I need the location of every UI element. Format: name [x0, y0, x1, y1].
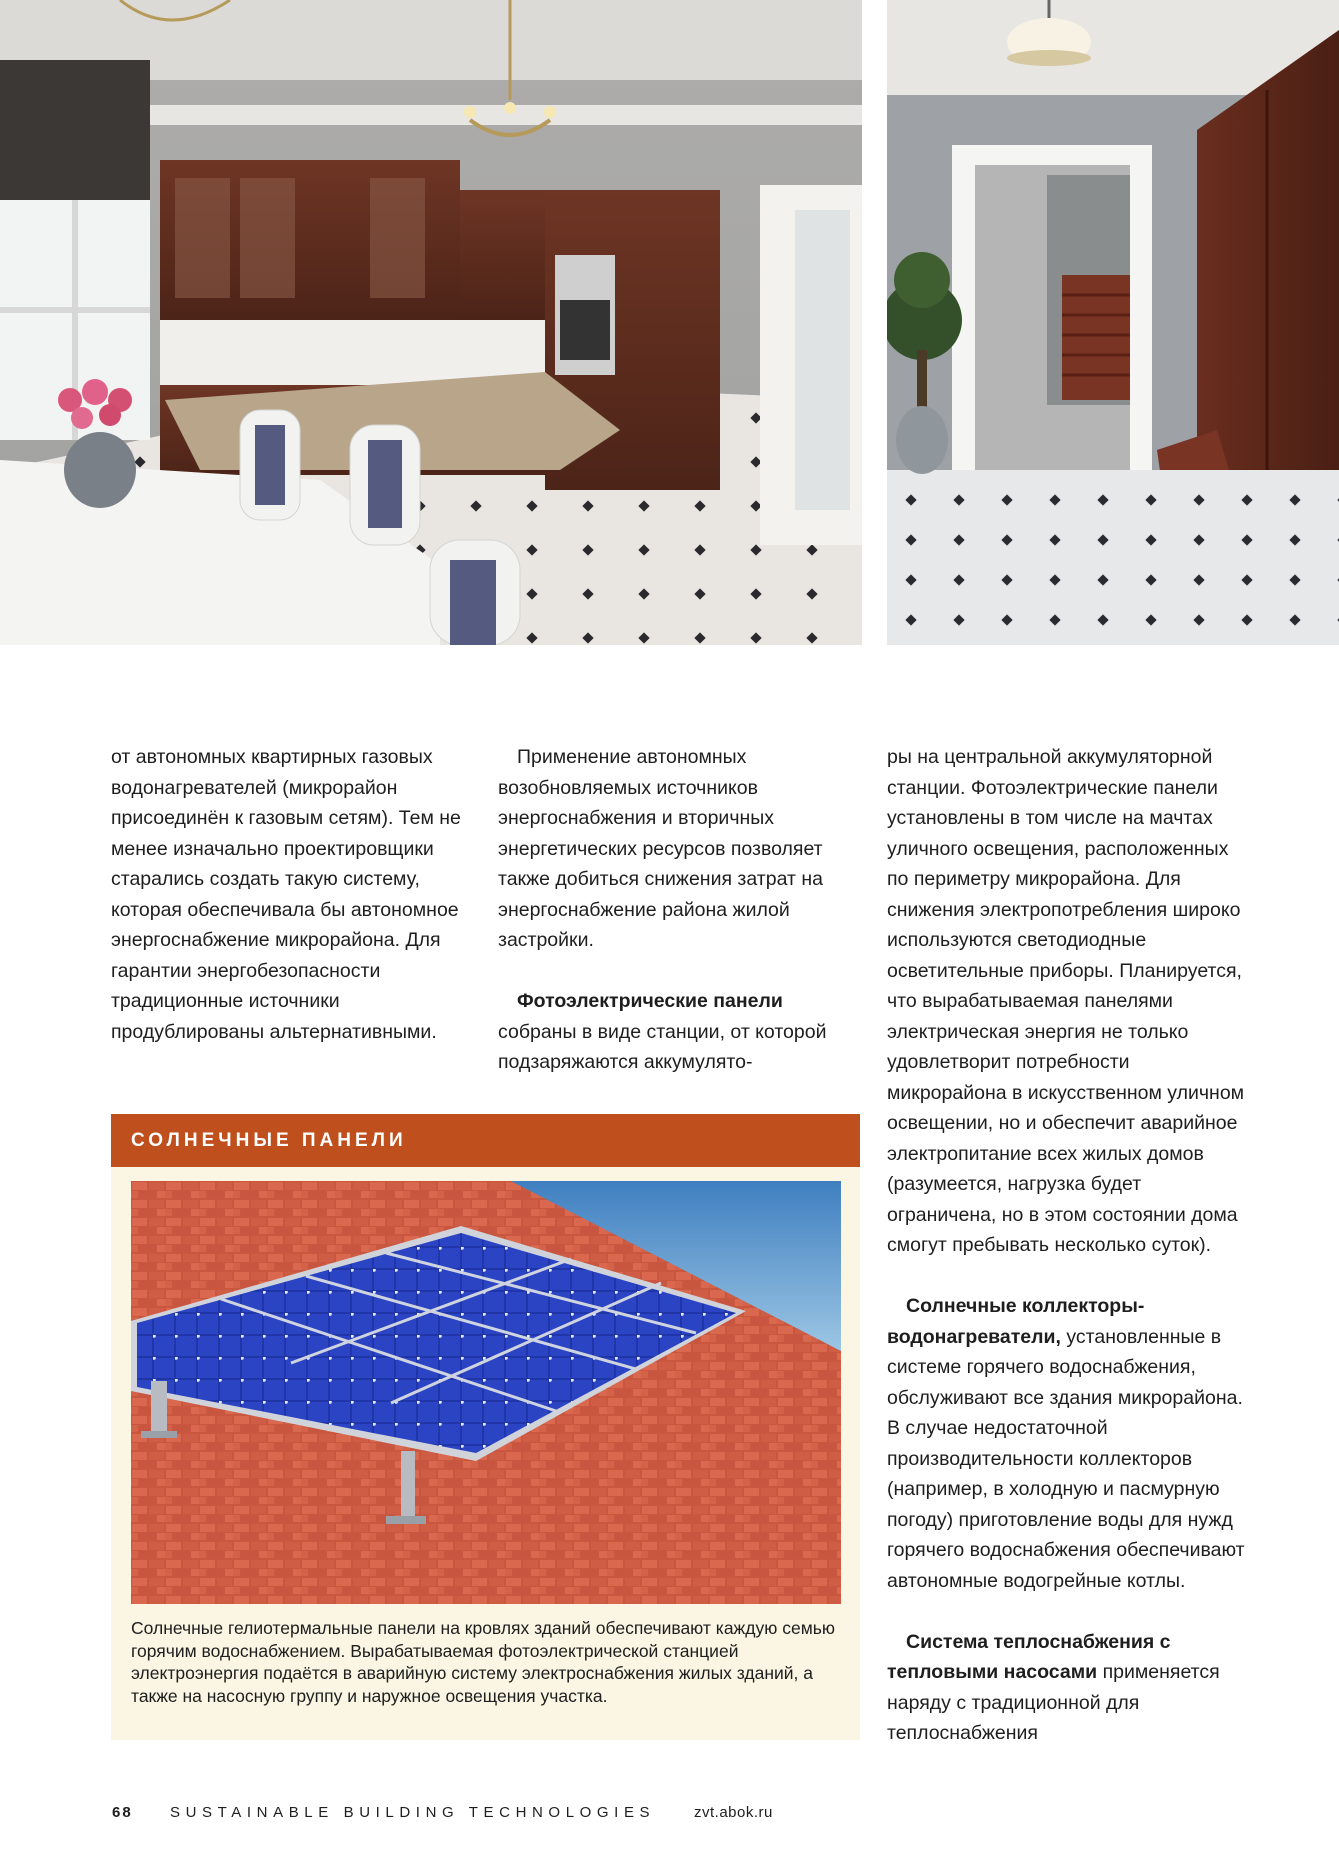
- text-column-3: [887, 742, 1252, 1749]
- text-column-2: [498, 742, 860, 1078]
- column-2-paragraph-2: [498, 986, 860, 1078]
- sidebar-caption: Солнечные гелиотермальные панели на кровлях зданий обеспечивают каждую семью горячим водоснабжением. Вырабатываемая фотоэлектрической станцией электроэнергия подаётся в аварийную систему электроснабжения жилых зданий, а также на насосную группу и наружное освещения участка.: [131, 1618, 835, 1706]
- solar-panels-sidebar: [111, 1114, 860, 1740]
- text-column-1: [111, 742, 483, 1047]
- photovoltaic-panels-heading: Фотоэлектрические панели: [517, 990, 783, 1012]
- column-3-paragraph-2: [887, 1291, 1252, 1596]
- column-3-paragraph-3-text: применяется наряду с традиционной для теплоснабжения: [887, 1661, 1220, 1744]
- solar-panels-roof-photo: [131, 1181, 841, 1604]
- journal-name: SUSTAINABLE BUILDING TECHNOLOGIES: [170, 1804, 656, 1821]
- page-number: 68: [112, 1804, 133, 1821]
- column-3-paragraph-1: ры на центральной аккумуляторной станции. Фотоэлектрические панели установлены в том числе на мачтах уличного освещения, расположенных по периметру микрорайона. Для снижения электропотребления широко используются светодиодные осветительные приборы. Планируется, что вырабатываемая панелями электрическая энергия не только удовлетворит потребности микрорайона в искусственном уличном освещении, но и обеспечит аварийное электропитание всех жилых домов (разумеется, нагрузка будет ограничена, но в этом состоянии дома смогут пребывать несколько суток).: [887, 746, 1245, 1256]
- column-2-paragraph-2-text: собраны в виде станции, от которой подзаряжаются аккумулято-: [498, 1020, 827, 1073]
- kitchen-illustration: [0, 0, 862, 645]
- solar-collectors-heading: Солнечные коллекторы-водонагреватели,: [887, 1295, 1145, 1348]
- heat-pump-heading: Система теплоснабжения с тепловыми насосами: [887, 1630, 1171, 1683]
- kitchen-interior-photo: [0, 0, 862, 645]
- column-3-paragraph-3: [887, 1627, 1252, 1749]
- sidebar-title: СОЛНЕЧНЫЕ ПАНЕЛИ: [111, 1114, 860, 1167]
- column-3-paragraph-2-text: установленные в системе горячего водоснабжения, обслуживают все здания микрорайона. В случае недостаточной производительности коллекторов (например, в холодную и пасмурную погоду) приготовление воды для нужд горячего водоснабжения обеспечивают автономные водогрейные котлы.: [887, 1325, 1245, 1592]
- hallway-staircase-photo: [887, 0, 1339, 645]
- journal-url[interactable]: zvt.abok.ru: [694, 1804, 773, 1821]
- page-footer: [112, 1804, 773, 1832]
- column-2-paragraph-1: Применение автономных возобновляемых источников энергоснабжения и вторичных энергетических ресурсов позволяет также добиться снижения затрат на энергоснабжение района жилой застройки.: [498, 746, 823, 951]
- column-1-paragraph-1: от автономных квартирных газовых водонагревателей (микрорайон присоединён к газовым сетям). Тем не менее изначально проектировщики старались создать такую систему, которая обеспечивала бы автономное энергоснабжение микрорайона. Для гарантии энергобезопасности традиционные источники продублированы альтернативными.: [111, 746, 461, 1043]
- solar-roof-illustration: [131, 1181, 841, 1604]
- hallway-illustration: [887, 0, 1339, 645]
